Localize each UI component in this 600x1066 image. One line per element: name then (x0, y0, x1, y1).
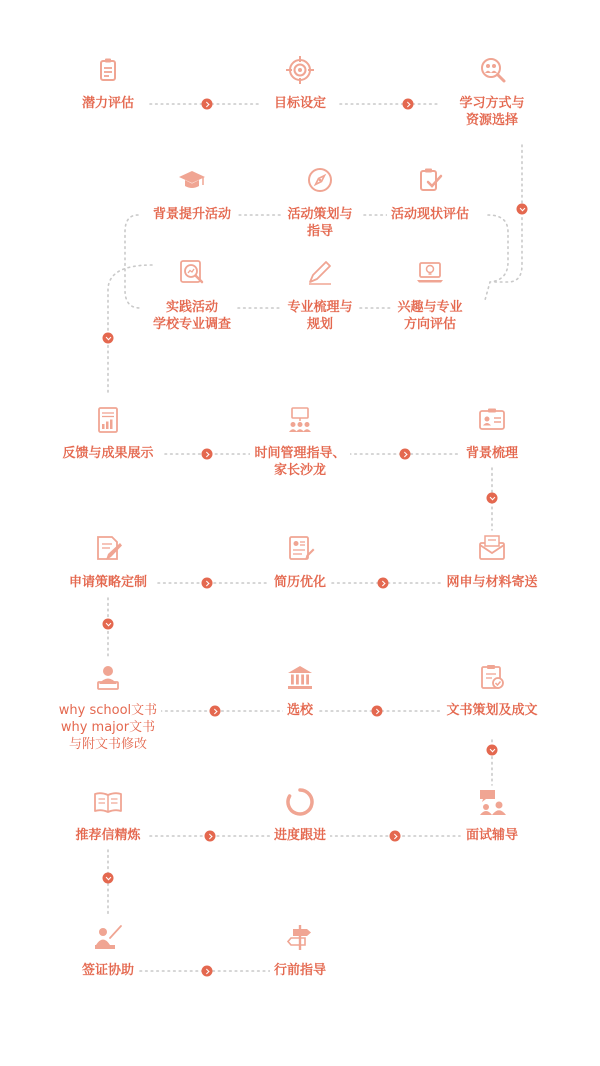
arrow-down-icon (103, 873, 114, 884)
step-label-line: 选校 (286, 703, 313, 718)
step-label-line: 实践活动 (165, 300, 218, 315)
compass-icon-svg (305, 165, 335, 195)
meeting-icon (285, 405, 315, 435)
id-card-icon (477, 405, 507, 435)
resume-icon (285, 533, 315, 563)
interview-icon-svg (477, 787, 507, 817)
arrow-right-icon (202, 966, 213, 977)
step-label (270, 827, 330, 844)
step-label (442, 702, 541, 719)
arrow-right-icon (400, 449, 411, 460)
people-search-icon-svg (477, 55, 507, 85)
progress-ring-icon (285, 787, 315, 817)
clipboard-icon (93, 55, 123, 85)
person-laptop-icon (93, 662, 123, 692)
step-label-line: 进度跟进 (273, 828, 326, 843)
graduation-cap-icon-svg (177, 165, 207, 195)
step-label (270, 95, 330, 112)
person-laptop-icon-svg (93, 662, 123, 692)
step-label (455, 95, 528, 129)
target-icon (285, 55, 315, 85)
laptop-lightbulb-icon (415, 257, 445, 287)
step-label (250, 445, 349, 479)
step-label (78, 95, 138, 112)
arrow-right-icon (372, 706, 383, 717)
resume-icon-svg (285, 533, 315, 563)
step-label-line: 推荐信精炼 (75, 828, 141, 843)
arrow-right-icon (210, 706, 221, 717)
step-label (283, 702, 317, 719)
presenter-icon (93, 922, 123, 952)
step-label-line: 潜力评估 (81, 96, 134, 111)
step-label-line: 文书策划及成文 (446, 703, 538, 718)
step-label-line: 网申与材料寄送 (446, 575, 538, 590)
document-stamp-icon-svg (477, 662, 507, 692)
signpost-icon (285, 922, 315, 952)
arrow-down-icon (487, 493, 498, 504)
step-label (462, 827, 522, 844)
inner-right-loop (485, 215, 508, 300)
step-label-line: 时间管理指导、 (254, 446, 346, 461)
step-label (58, 445, 157, 462)
document-stamp-icon (477, 662, 507, 692)
step-label-line: 家长沙龙 (273, 463, 326, 478)
report-chart-icon-svg (93, 405, 123, 435)
step-label (71, 827, 144, 844)
magnifier-chart-icon-svg (177, 257, 207, 287)
step-label-line: why major文书 (60, 720, 156, 735)
step-label-line: 反馈与成果展示 (62, 446, 154, 461)
university-icon-svg (285, 662, 315, 692)
university-icon (285, 662, 315, 692)
step-label-line: 资源选择 (465, 113, 518, 128)
arrow-right-icon (202, 99, 213, 110)
step-label-line: 行前指导 (273, 963, 326, 978)
interview-icon (477, 787, 507, 817)
step-label-line: 目标设定 (273, 96, 326, 111)
arrow-down-icon (487, 745, 498, 756)
step-label-line: 兴趣与专业 (397, 300, 463, 315)
arrow-right-icon (205, 831, 216, 842)
envelope-icon (477, 533, 507, 563)
step-label-line: 背景提升活动 (152, 207, 231, 222)
id-card-icon-svg (477, 405, 507, 435)
step-label (78, 962, 138, 979)
step-label-line: 指导 (306, 224, 333, 239)
signpost-icon-svg (285, 922, 315, 952)
arrow-right-icon (202, 449, 213, 460)
step-label-line: 规划 (306, 317, 333, 332)
checklist-icon-svg (415, 165, 445, 195)
document-pen-icon-svg (93, 533, 123, 563)
arrow-down-icon (103, 619, 114, 630)
step-label-line: 背景梳理 (465, 446, 518, 461)
clipboard-icon-svg (93, 55, 123, 85)
arrow-right-icon (202, 578, 213, 589)
step-label (393, 299, 466, 333)
step-label (149, 206, 235, 223)
step-label-line: 面试辅导 (465, 828, 518, 843)
magnifier-chart-icon (177, 257, 207, 287)
step-label (283, 206, 356, 240)
people-search-icon (477, 55, 507, 85)
left-down-connector (108, 265, 152, 335)
step-label-line: why school文书 (58, 703, 158, 718)
step-label-line: 活动策划与 (287, 207, 353, 222)
step-label (55, 702, 161, 753)
meeting-icon-svg (285, 405, 315, 435)
report-chart-icon (93, 405, 123, 435)
presenter-icon-svg (93, 922, 123, 952)
step-label (283, 299, 356, 333)
step-label-line: 专业梳理与 (287, 300, 353, 315)
target-icon-svg (285, 55, 315, 85)
step-label (442, 574, 541, 591)
step-label-line: 简历优化 (273, 575, 326, 590)
arrow-down-icon (517, 204, 528, 215)
arrow-right-icon (390, 831, 401, 842)
open-book-icon-svg (93, 787, 123, 817)
arrow-down-icon (103, 333, 114, 344)
checklist-icon (415, 165, 445, 195)
progress-ring-icon-svg (285, 787, 315, 817)
step-label-line: 申请策略定制 (68, 575, 147, 590)
step-label-line: 活动现状评估 (390, 207, 469, 222)
envelope-icon-svg (477, 533, 507, 563)
step-label (270, 962, 330, 979)
graduation-cap-icon (177, 165, 207, 195)
compass-icon (305, 165, 335, 195)
laptop-lightbulb-icon-svg (415, 257, 445, 287)
step-label-line: 学校专业调查 (152, 317, 231, 332)
step-label (387, 206, 473, 223)
step-label (65, 574, 151, 591)
left-loop-connector (125, 215, 140, 308)
document-pen-icon (93, 533, 123, 563)
step-label-line: 学习方式与 (459, 96, 525, 111)
step-label (149, 299, 235, 333)
pen-icon-svg (305, 257, 335, 287)
step-label (462, 445, 522, 462)
step-label (270, 574, 330, 591)
arrow-right-icon (378, 578, 389, 589)
open-book-icon (93, 787, 123, 817)
step-label-line: 方向评估 (403, 317, 456, 332)
step-label-line: 与附文书修改 (68, 737, 147, 752)
arrow-right-icon (403, 99, 414, 110)
pen-icon (305, 257, 335, 287)
step-label-line: 签证协助 (81, 963, 134, 978)
